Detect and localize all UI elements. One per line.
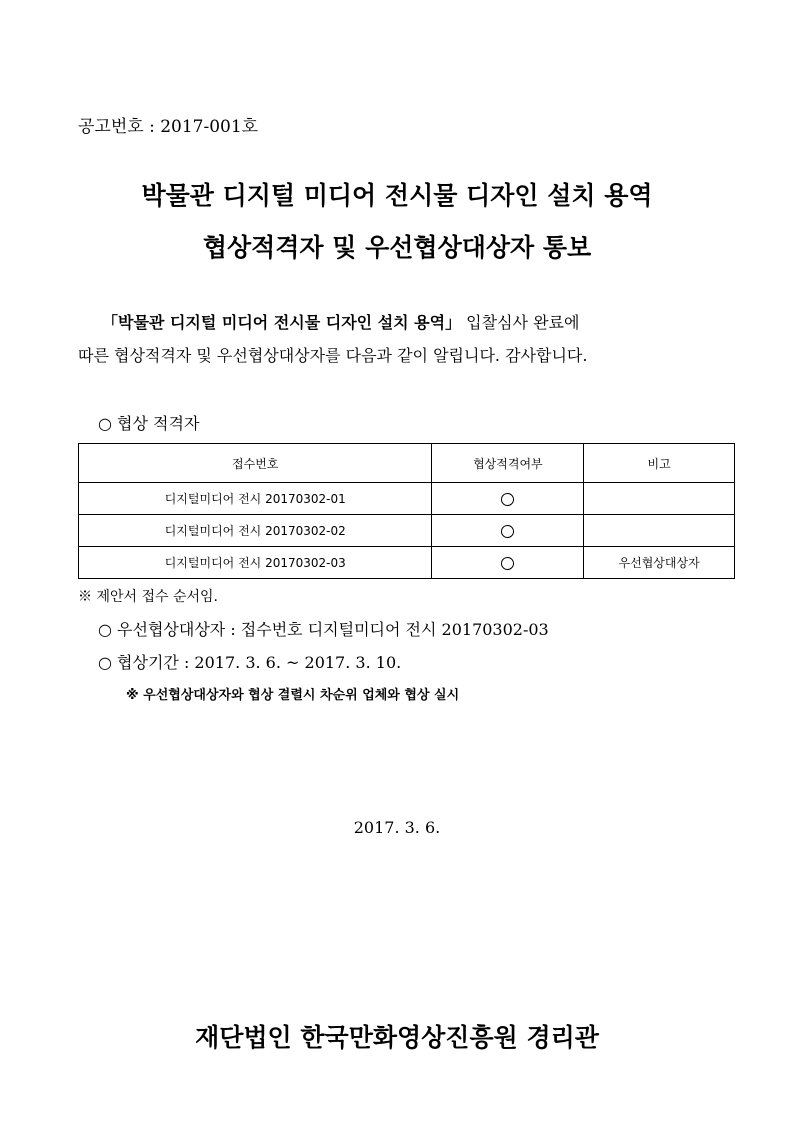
document-title-line1: 박물관 디지털 미디어 전시물 디자인 설치 용역 <box>141 181 653 210</box>
intro-line2: 따른 협상적격자 및 우선협상대상자를 다음과 같이 알립니다. 감사합니다. <box>78 346 588 365</box>
negotiation-period-line: ○ 협상기간 : 2017. 3. 6. ~ 2017. 3. 10. <box>98 653 402 672</box>
table-row <box>79 515 735 547</box>
intro-line1-rest: 입찰심사 완료에 <box>461 313 580 332</box>
header-qualification: 협상적격여부 <box>432 444 584 483</box>
qualified-cell <box>432 515 584 547</box>
circle-mark-icon <box>501 493 514 506</box>
table-row <box>79 547 735 579</box>
notice-number: 공고번호 : 2017-001호 <box>78 117 259 137</box>
qualified-cell <box>432 483 584 515</box>
intro-line1 <box>102 310 579 333</box>
issuer-name: 재단법인 한국만화영상진흥원 경리관 <box>195 1023 599 1052</box>
header-remark: 비고 <box>584 444 735 483</box>
project-name: 「박물관 디지털 미디어 전시물 디자인 설치 용역」 <box>102 313 462 332</box>
section-qualified-heading: ○ 협상 적격자 <box>98 414 200 433</box>
table-row <box>79 483 735 515</box>
qualified-cell <box>432 547 584 579</box>
fallback-note: ※ 우선협상대상자와 협상 결렬시 차순위 업체와 협상 실시 <box>126 688 460 703</box>
remark <box>584 515 735 547</box>
receipt-number: 디지털미디어 전시 20170302-03 <box>79 547 432 579</box>
receipt-number: 디지털미디어 전시 20170302-01 <box>79 483 432 515</box>
header-receipt-number: 접수번호 <box>79 444 432 483</box>
remark <box>584 483 735 515</box>
table-header-row <box>79 444 735 483</box>
receipt-number: 디지털미디어 전시 20170302-02 <box>79 515 432 547</box>
circle-mark-icon <box>501 557 514 570</box>
circle-mark-icon <box>501 525 514 538</box>
qualified-table <box>78 443 735 579</box>
order-note: ※ 제안서 접수 순서임. <box>78 589 218 605</box>
notice-date: 2017. 3. 6. <box>353 818 441 837</box>
remark: 우선협상대상자 <box>584 547 735 579</box>
document-title-line2: 협상적격자 및 우선협상대상자 통보 <box>202 233 592 262</box>
priority-negotiator-line: ○ 우선협상대상자 : 접수번호 디지털미디어 전시 20170302-03 <box>98 620 549 639</box>
